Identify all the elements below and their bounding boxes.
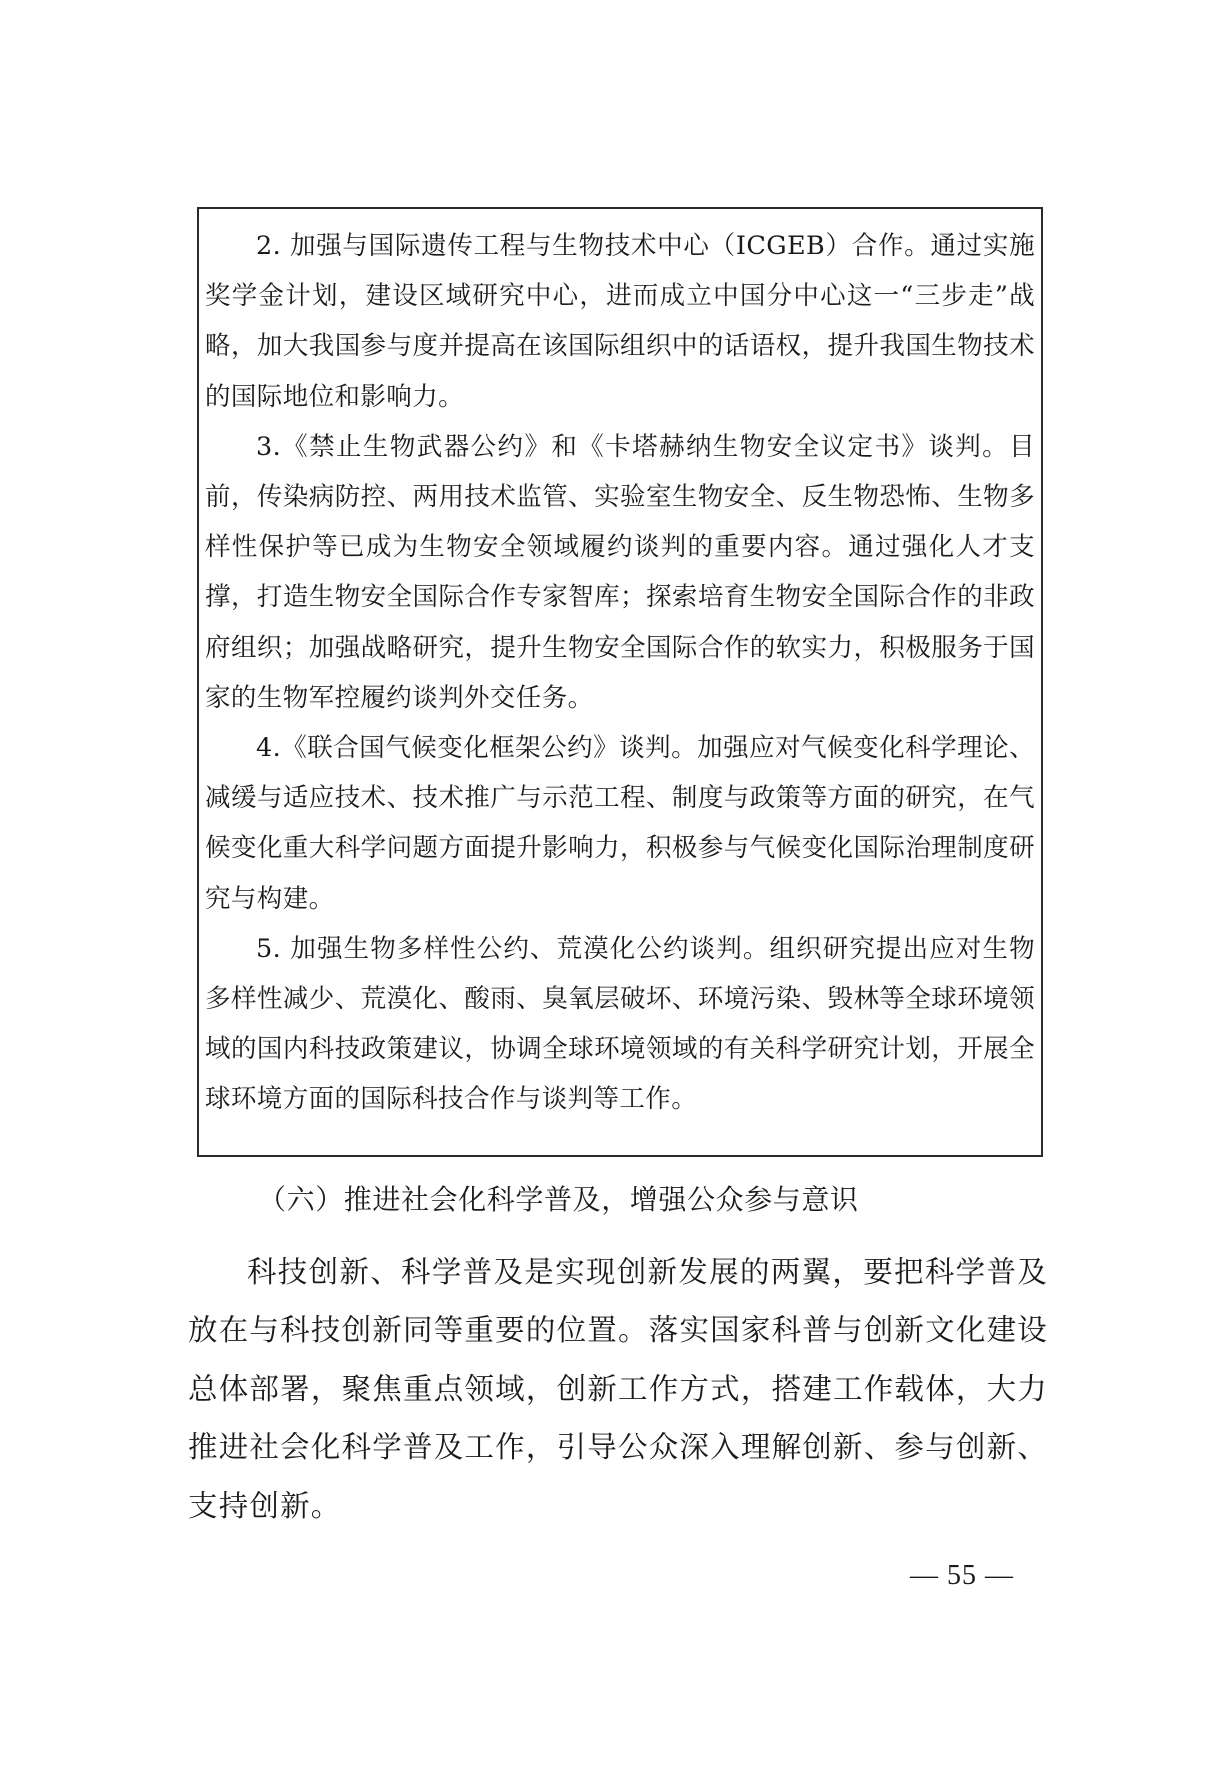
box-paragraph-unfccc: 4.《联合国气候变化框架公约》谈判。加强应对气候变化科学理论、减缓与适应技术、技术推广与示范工程、制度与政策等方面的研究，在气候变化重大科学问题方面提升影响力，积极参与气候变化国际治理制度研究与构建。 — [205, 733, 1035, 914]
box-paragraph-icgeb: 2. 加强与国际遗传工程与生物技术中心（ICGEB）合作。通过实施奖学金计划，建设区域研究中心，进而成立中国分中心这一“三步走”战略，加大我国参与度并提高在该国际组织中的话语权，提升我国生物技术的国际地位和影响力。 — [205, 231, 1035, 412]
section-heading: （六）推进社会化科学普及，增强公众参与意识 — [258, 1183, 859, 1216]
page-number: — 55 — — [910, 1560, 1014, 1591]
box-paragraph-bwc: 3.《禁止生物武器公约》和《卡塔赫纳生物安全议定书》谈判。目前，传染病防控、两用技术监管、实验室生物安全、反生物恐怖、生物多样性保护等已成为生物安全领域履约谈判的重要内容。通过强化人才支撑，打造生物安全国际合作专家智库；探索培育生物安全国际合作的非政府组织；加强战略研究，提升生物安全国际合作的软实力，积极服务于国家的生物军控履约谈判外交任务。 — [205, 431, 1035, 713]
section-body-paragraph: 科技创新、科学普及是实现创新发展的两翼，要把科学普及放在与科技创新同等重要的位置。落实国家科普与创新文化建设总体部署，聚焦重点领域，创新工作方式，搭建工作载体，大力推进社会化科学普及工作，引导公众深入理解创新、参与创新、支持创新。 — [188, 1255, 1048, 1523]
box-paragraph-biodiversity: 5. 加强生物多样性公约、荒漠化公约谈判。组织研究提出应对生物多样性减少、荒漠化、酸雨、臭氧层破坏、环境污染、毁林等全球环境领域的国内科技政策建议，协调全球环境领域的有关科学研究计划，开展全球环境方面的国际科技合作与谈判等工作。 — [205, 933, 1035, 1115]
boxed-text-panel — [197, 207, 1043, 1157]
